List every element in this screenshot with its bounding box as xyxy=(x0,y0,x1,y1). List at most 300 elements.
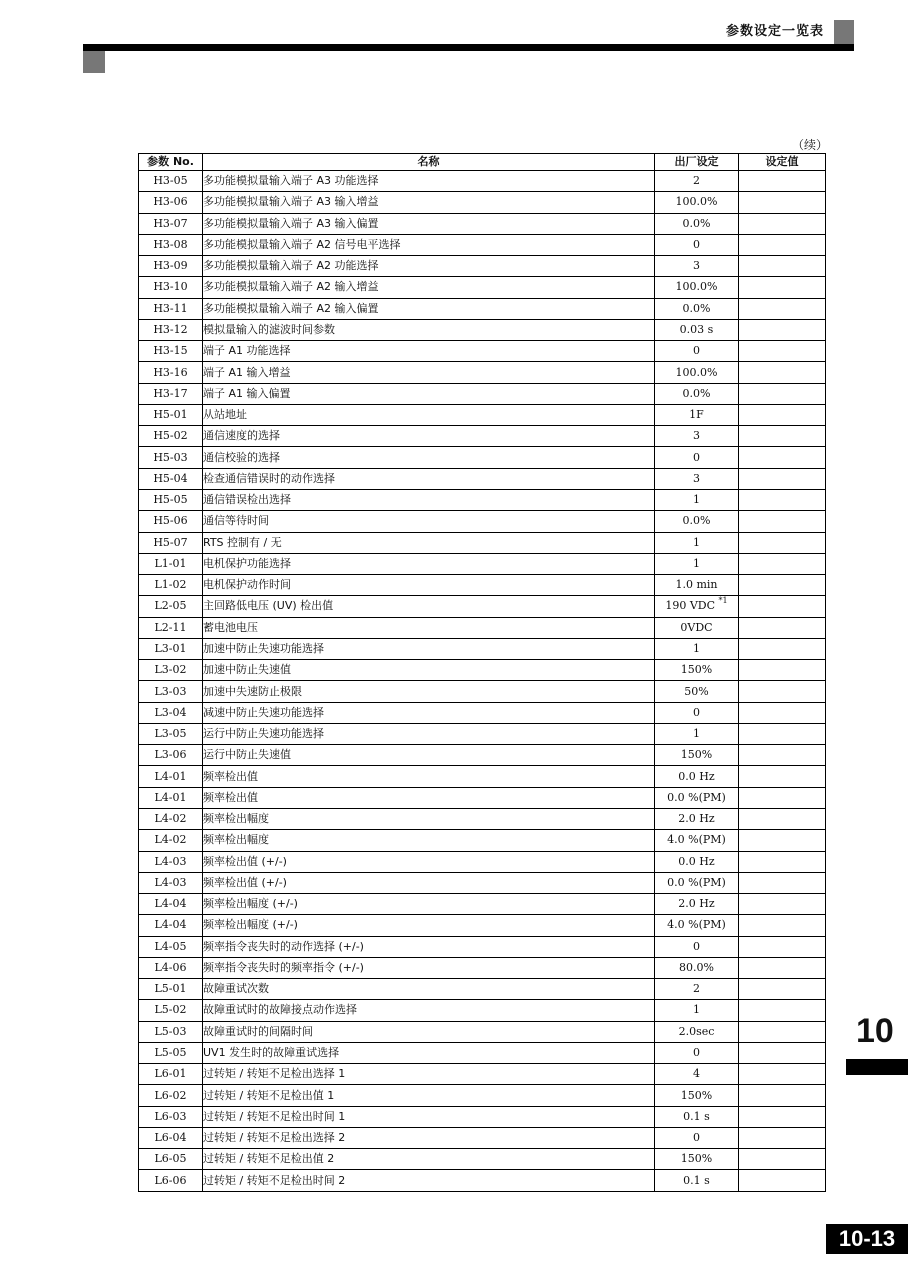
default-value: 1 xyxy=(693,556,700,570)
default-value: 0.0% xyxy=(682,386,711,400)
param-no-cell: L4-03 xyxy=(139,872,203,893)
table-row xyxy=(139,192,826,213)
setting-value-cell[interactable] xyxy=(739,617,826,638)
default-value: 1 xyxy=(693,535,700,549)
table-row xyxy=(139,894,826,915)
table-row xyxy=(139,1085,826,1106)
default-value: 2.0 Hz xyxy=(678,897,715,911)
setting-value-cell[interactable] xyxy=(739,234,826,255)
default-value: 100.0% xyxy=(675,195,718,209)
setting-value-cell[interactable] xyxy=(739,362,826,383)
param-no-cell: L2-11 xyxy=(139,617,203,638)
setting-value-cell[interactable] xyxy=(739,298,826,319)
param-name-cell: 频率检出值 xyxy=(203,787,655,808)
param-name-cell: 通信速度的选择 xyxy=(203,426,655,447)
header-marker-right xyxy=(834,20,854,44)
setting-value-cell[interactable] xyxy=(739,1127,826,1148)
param-name-cell: 过转矩 / 转矩不足检出值 1 xyxy=(203,1085,655,1106)
setting-value-cell[interactable] xyxy=(739,894,826,915)
default-value: 2.0 Hz xyxy=(678,812,715,826)
setting-value-cell[interactable] xyxy=(739,1042,826,1063)
default-value-cell xyxy=(655,447,739,468)
param-no-cell: H3-07 xyxy=(139,213,203,234)
param-name-cell: 电机保护动作时间 xyxy=(203,575,655,596)
default-value-cell xyxy=(655,766,739,787)
param-name-cell: 频率指令丧失时的动作选择 (+/-) xyxy=(203,936,655,957)
table-row xyxy=(139,638,826,659)
table-row xyxy=(139,702,826,723)
setting-value-cell[interactable] xyxy=(739,851,826,872)
setting-value-cell[interactable] xyxy=(739,681,826,702)
param-no-cell: L6-02 xyxy=(139,1085,203,1106)
param-no-cell: L6-01 xyxy=(139,1064,203,1085)
default-value-cell xyxy=(655,1170,739,1191)
setting-value-cell[interactable] xyxy=(739,1021,826,1042)
default-value: 0.1 s xyxy=(683,1173,710,1187)
param-name-cell: 频率检出值 (+/-) xyxy=(203,872,655,893)
default-value: 0.1 s xyxy=(683,1109,710,1123)
default-value: 0.0 %(PM) xyxy=(667,875,726,889)
default-value: 100.0% xyxy=(675,280,718,294)
column-header-name: 名称 xyxy=(203,154,655,171)
setting-value-cell[interactable] xyxy=(739,447,826,468)
default-value-cell xyxy=(655,192,739,213)
param-no-cell: L4-04 xyxy=(139,915,203,936)
default-value-cell xyxy=(655,256,739,277)
default-value-cell xyxy=(655,362,739,383)
table-row xyxy=(139,766,826,787)
default-value: 2 xyxy=(693,982,700,996)
default-value-cell xyxy=(655,532,739,553)
table-row xyxy=(139,341,826,362)
header-marker-left xyxy=(83,51,105,73)
table-row xyxy=(139,957,826,978)
setting-value-cell[interactable] xyxy=(739,319,826,340)
table-row xyxy=(139,617,826,638)
default-value-cell xyxy=(655,511,739,532)
setting-value-cell[interactable] xyxy=(739,489,826,510)
param-name-cell: 频率检出幅度 xyxy=(203,808,655,829)
default-value-cell xyxy=(655,872,739,893)
param-no-cell: L6-03 xyxy=(139,1106,203,1127)
table-row xyxy=(139,575,826,596)
param-name-cell: 蓄电池电压 xyxy=(203,617,655,638)
setting-value-cell[interactable] xyxy=(739,1000,826,1021)
default-value-cell xyxy=(655,936,739,957)
table-row xyxy=(139,660,826,681)
table-row xyxy=(139,426,826,447)
default-value: 50% xyxy=(684,684,709,698)
param-no-cell: L1-01 xyxy=(139,553,203,574)
default-value-cell xyxy=(655,575,739,596)
default-value: 3 xyxy=(693,429,700,443)
setting-value-cell[interactable] xyxy=(739,936,826,957)
default-value: 0 xyxy=(693,237,700,251)
default-value: 1F xyxy=(689,408,704,422)
setting-value-cell[interactable] xyxy=(739,171,826,192)
chapter-tab xyxy=(846,1059,908,1075)
default-value: 1 xyxy=(693,641,700,655)
default-value: 150% xyxy=(680,748,713,762)
param-no-cell: L3-04 xyxy=(139,702,203,723)
param-no-cell: L4-02 xyxy=(139,830,203,851)
default-value-cell xyxy=(655,596,739,617)
setting-value-cell[interactable] xyxy=(739,638,826,659)
default-value-cell xyxy=(655,1000,739,1021)
table-row xyxy=(139,915,826,936)
setting-value-cell[interactable] xyxy=(739,723,826,744)
table-row xyxy=(139,1149,826,1170)
param-name-cell: 过转矩 / 转矩不足检出选择 1 xyxy=(203,1064,655,1085)
chapter-number: 10 xyxy=(856,1012,894,1050)
default-value-cell xyxy=(655,894,739,915)
table-row xyxy=(139,872,826,893)
default-value: 0.0% xyxy=(682,514,711,528)
setting-value-cell[interactable] xyxy=(739,426,826,447)
default-value-cell xyxy=(655,1106,739,1127)
param-no-cell: L6-05 xyxy=(139,1149,203,1170)
default-value-cell xyxy=(655,979,739,1000)
param-name-cell: 频率指令丧失时的频率指令 (+/-) xyxy=(203,957,655,978)
param-name-cell: 检查通信错误时的动作选择 xyxy=(203,468,655,489)
setting-value-cell[interactable] xyxy=(739,553,826,574)
default-value: 100.0% xyxy=(675,365,718,379)
table-row xyxy=(139,830,826,851)
setting-value-cell[interactable] xyxy=(739,660,826,681)
default-value: 0 xyxy=(693,450,700,464)
param-no-cell: L3-03 xyxy=(139,681,203,702)
table-row xyxy=(139,468,826,489)
table-row xyxy=(139,171,826,192)
table-row xyxy=(139,1170,826,1191)
page-number: 10-13 xyxy=(826,1224,908,1254)
default-value: 0VDC xyxy=(680,620,713,634)
param-no-cell: L5-01 xyxy=(139,979,203,1000)
param-name-cell: 多功能模拟量输入端子 A2 信号电平选择 xyxy=(203,234,655,255)
param-no-cell: L4-04 xyxy=(139,894,203,915)
param-no-cell: H5-01 xyxy=(139,404,203,425)
setting-value-cell[interactable] xyxy=(739,511,826,532)
default-value: 0.0% xyxy=(682,301,711,315)
default-value: 1.0 min xyxy=(675,578,718,592)
default-value-cell xyxy=(655,660,739,681)
param-name-cell: 运行中防止失速值 xyxy=(203,745,655,766)
setting-value-cell[interactable] xyxy=(739,575,826,596)
default-value-cell xyxy=(655,319,739,340)
default-value-cell xyxy=(655,617,739,638)
default-value: 0 xyxy=(693,344,700,358)
param-no-cell: L5-05 xyxy=(139,1042,203,1063)
table-row xyxy=(139,1042,826,1063)
default-value-cell xyxy=(655,787,739,808)
default-value: 0.0% xyxy=(682,216,711,230)
default-value-cell xyxy=(655,383,739,404)
param-no-cell: L4-05 xyxy=(139,936,203,957)
table-row xyxy=(139,745,826,766)
setting-value-cell[interactable] xyxy=(739,532,826,553)
default-value-cell xyxy=(655,1149,739,1170)
setting-value-cell[interactable] xyxy=(739,915,826,936)
column-header-default: 出厂设定 xyxy=(655,154,739,171)
default-value: 150% xyxy=(680,663,713,677)
table-row xyxy=(139,979,826,1000)
table-row xyxy=(139,234,826,255)
default-value-cell xyxy=(655,702,739,723)
default-value: 0 xyxy=(693,1131,700,1145)
table-row xyxy=(139,362,826,383)
setting-value-cell[interactable] xyxy=(739,1106,826,1127)
param-name-cell: 多功能模拟量输入端子 A2 输入偏置 xyxy=(203,298,655,319)
setting-value-cell[interactable] xyxy=(739,957,826,978)
setting-value-cell[interactable] xyxy=(739,1064,826,1085)
setting-value-cell[interactable] xyxy=(739,745,826,766)
default-value: 80.0% xyxy=(679,960,714,974)
setting-value-cell[interactable] xyxy=(739,277,826,298)
setting-value-cell[interactable] xyxy=(739,1149,826,1170)
default-value: 0.03 s xyxy=(679,322,714,336)
table-row xyxy=(139,1127,826,1148)
setting-value-cell[interactable] xyxy=(739,192,826,213)
param-no-cell: L3-02 xyxy=(139,660,203,681)
table-row xyxy=(139,277,826,298)
param-name-cell: 从站地址 xyxy=(203,404,655,425)
param-no-cell: L3-01 xyxy=(139,638,203,659)
default-value: 2.0sec xyxy=(678,1024,715,1038)
default-value-cell xyxy=(655,426,739,447)
default-value-cell xyxy=(655,213,739,234)
default-value: 0 xyxy=(693,939,700,953)
default-value-cell xyxy=(655,681,739,702)
column-header-setting: 设定值 xyxy=(739,154,826,171)
setting-value-cell[interactable] xyxy=(739,213,826,234)
default-value-cell xyxy=(655,1085,739,1106)
default-value-cell xyxy=(655,830,739,851)
param-name-cell: 频率检出幅度 xyxy=(203,830,655,851)
param-no-cell: L4-01 xyxy=(139,766,203,787)
default-value-cell xyxy=(655,1042,739,1063)
default-value: 4.0 %(PM) xyxy=(667,833,726,847)
setting-value-cell[interactable] xyxy=(739,766,826,787)
param-no-cell: H5-07 xyxy=(139,532,203,553)
param-no-cell: H3-11 xyxy=(139,298,203,319)
default-value-cell xyxy=(655,341,739,362)
default-value-cell xyxy=(655,171,739,192)
param-no-cell: H5-05 xyxy=(139,489,203,510)
table-row xyxy=(139,1064,826,1085)
default-value: 1 xyxy=(693,493,700,507)
setting-value-cell[interactable] xyxy=(739,1085,826,1106)
table-row xyxy=(139,213,826,234)
table-row xyxy=(139,851,826,872)
table-row xyxy=(139,404,826,425)
param-no-cell: H3-12 xyxy=(139,319,203,340)
default-value: 2 xyxy=(693,174,700,188)
param-no-cell: L5-03 xyxy=(139,1021,203,1042)
param-no-cell: L3-05 xyxy=(139,723,203,744)
param-name-cell: 过转矩 / 转矩不足检出时间 1 xyxy=(203,1106,655,1127)
continued-note: （续） xyxy=(792,138,829,152)
param-no-cell: H3-15 xyxy=(139,341,203,362)
param-name-cell: 频率检出幅度 (+/-) xyxy=(203,915,655,936)
param-name-cell: 电机保护功能选择 xyxy=(203,553,655,574)
header-rule xyxy=(83,44,854,51)
default-value: 150% xyxy=(680,1152,713,1166)
param-name-cell: UV1 发生时的故障重试选择 xyxy=(203,1042,655,1063)
param-name-cell: 端子 A1 输入增益 xyxy=(203,362,655,383)
param-name-cell: 多功能模拟量输入端子 A2 功能选择 xyxy=(203,256,655,277)
param-name-cell: 模拟量输入的滤波时间参数 xyxy=(203,319,655,340)
param-no-cell: L4-06 xyxy=(139,957,203,978)
default-value: 3 xyxy=(693,471,700,485)
parameter-table xyxy=(138,153,826,1192)
param-name-cell: 多功能模拟量输入端子 A3 输入偏置 xyxy=(203,213,655,234)
param-name-cell: 故障重试时的故障接点动作选择 xyxy=(203,1000,655,1021)
default-value-cell xyxy=(655,553,739,574)
footnote-mark: *1 xyxy=(718,596,728,606)
default-value-cell xyxy=(655,1021,739,1042)
setting-value-cell[interactable] xyxy=(739,596,826,617)
table-row xyxy=(139,596,826,617)
column-header-no: 参数 No. xyxy=(139,154,203,171)
default-value: 0.0 Hz xyxy=(678,769,715,783)
default-value-cell xyxy=(655,723,739,744)
param-name-cell: 频率检出值 xyxy=(203,766,655,787)
setting-value-cell[interactable] xyxy=(739,404,826,425)
param-no-cell: L4-02 xyxy=(139,808,203,829)
param-name-cell: 主回路低电压 (UV) 检出值 xyxy=(203,596,655,617)
param-name-cell: 过转矩 / 转矩不足检出时间 2 xyxy=(203,1170,655,1191)
param-no-cell: L4-03 xyxy=(139,851,203,872)
param-no-cell: H3-05 xyxy=(139,171,203,192)
default-value: 1 xyxy=(693,1003,700,1017)
param-no-cell: L2-05 xyxy=(139,596,203,617)
table-row xyxy=(139,723,826,744)
default-value-cell xyxy=(655,468,739,489)
default-value-cell xyxy=(655,638,739,659)
default-value-cell xyxy=(655,234,739,255)
param-name-cell: 多功能模拟量输入端子 A3 输入增益 xyxy=(203,192,655,213)
param-no-cell: H5-04 xyxy=(139,468,203,489)
param-name-cell: 端子 A1 功能选择 xyxy=(203,341,655,362)
default-value: 1 xyxy=(693,727,700,741)
table-row xyxy=(139,319,826,340)
setting-value-cell[interactable] xyxy=(739,787,826,808)
default-value-cell xyxy=(655,808,739,829)
param-no-cell: H5-03 xyxy=(139,447,203,468)
table-row xyxy=(139,1106,826,1127)
table-row xyxy=(139,681,826,702)
default-value-cell xyxy=(655,404,739,425)
table-row xyxy=(139,298,826,319)
default-value-cell xyxy=(655,915,739,936)
param-no-cell: H3-09 xyxy=(139,256,203,277)
param-name-cell: 故障重试时的间隔时间 xyxy=(203,1021,655,1042)
param-no-cell: H3-16 xyxy=(139,362,203,383)
param-no-cell: L5-02 xyxy=(139,1000,203,1021)
param-name-cell: 通信错误检出选择 xyxy=(203,489,655,510)
table-row xyxy=(139,489,826,510)
param-name-cell: 过转矩 / 转矩不足检出选择 2 xyxy=(203,1127,655,1148)
default-value: 0 xyxy=(693,1046,700,1060)
default-value-cell xyxy=(655,277,739,298)
param-name-cell: 加速中失速防止极限 xyxy=(203,681,655,702)
default-value-cell xyxy=(655,298,739,319)
param-no-cell: L6-04 xyxy=(139,1127,203,1148)
param-name-cell: 加速中防止失速值 xyxy=(203,660,655,681)
default-value: 150% xyxy=(680,1088,713,1102)
param-no-cell: L6-06 xyxy=(139,1170,203,1191)
table-row xyxy=(139,447,826,468)
param-no-cell: L4-01 xyxy=(139,787,203,808)
param-no-cell: H3-06 xyxy=(139,192,203,213)
param-no-cell: H5-02 xyxy=(139,426,203,447)
setting-value-cell[interactable] xyxy=(739,872,826,893)
setting-value-cell[interactable] xyxy=(739,1170,826,1191)
param-name-cell: 多功能模拟量输入端子 A2 输入增益 xyxy=(203,277,655,298)
default-value-cell xyxy=(655,1127,739,1148)
table-header-row xyxy=(139,154,826,171)
setting-value-cell[interactable] xyxy=(739,702,826,723)
default-value-cell xyxy=(655,957,739,978)
table-row xyxy=(139,1000,826,1021)
default-value: 0 xyxy=(693,705,700,719)
param-name-cell: 加速中防止失速功能选择 xyxy=(203,638,655,659)
table-row xyxy=(139,511,826,532)
table-row xyxy=(139,1021,826,1042)
param-name-cell: 故障重试次数 xyxy=(203,979,655,1000)
header-title: 参数设定一览表 xyxy=(725,24,824,39)
param-name-cell: 多功能模拟量输入端子 A3 功能选择 xyxy=(203,171,655,192)
param-name-cell: 运行中防止失速功能选择 xyxy=(203,723,655,744)
default-value: 0.0 %(PM) xyxy=(667,790,726,804)
param-name-cell: 端子 A1 输入偏置 xyxy=(203,383,655,404)
param-no-cell: H3-17 xyxy=(139,383,203,404)
default-value-cell xyxy=(655,745,739,766)
table-row xyxy=(139,256,826,277)
setting-value-cell[interactable] xyxy=(739,383,826,404)
setting-value-cell[interactable] xyxy=(739,830,826,851)
setting-value-cell[interactable] xyxy=(739,979,826,1000)
default-value-cell xyxy=(655,489,739,510)
setting-value-cell[interactable] xyxy=(739,808,826,829)
setting-value-cell[interactable] xyxy=(739,256,826,277)
param-no-cell: H3-08 xyxy=(139,234,203,255)
param-no-cell: H5-06 xyxy=(139,511,203,532)
table-row xyxy=(139,532,826,553)
table-row xyxy=(139,553,826,574)
param-no-cell: H3-10 xyxy=(139,277,203,298)
table-row xyxy=(139,787,826,808)
setting-value-cell[interactable] xyxy=(739,341,826,362)
param-name-cell: RTS 控制有 / 无 xyxy=(203,532,655,553)
param-name-cell: 过转矩 / 转矩不足检出值 2 xyxy=(203,1149,655,1170)
default-value-cell xyxy=(655,851,739,872)
setting-value-cell[interactable] xyxy=(739,468,826,489)
param-name-cell: 通信校验的选择 xyxy=(203,447,655,468)
param-name-cell: 通信等待时间 xyxy=(203,511,655,532)
table-row xyxy=(139,383,826,404)
param-no-cell: L1-02 xyxy=(139,575,203,596)
param-name-cell: 频率检出幅度 (+/-) xyxy=(203,894,655,915)
default-value: 0.0 Hz xyxy=(678,854,715,868)
table-row xyxy=(139,808,826,829)
default-value: 3 xyxy=(693,259,700,273)
param-no-cell: L3-06 xyxy=(139,745,203,766)
param-name-cell: 频率检出值 (+/-) xyxy=(203,851,655,872)
default-value: 4 xyxy=(693,1067,700,1081)
default-value-cell xyxy=(655,1064,739,1085)
param-name-cell: 减速中防止失速功能选择 xyxy=(203,702,655,723)
